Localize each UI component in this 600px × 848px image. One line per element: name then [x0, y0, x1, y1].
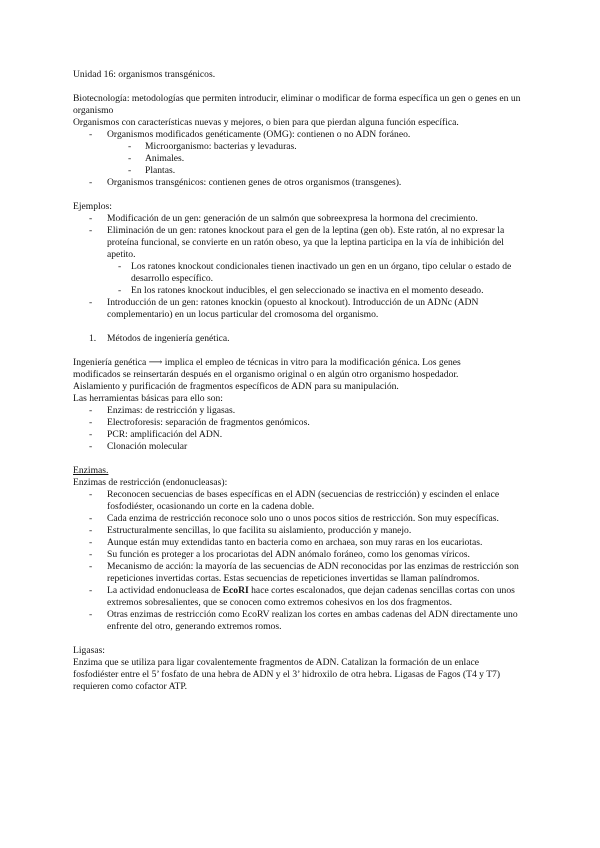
omg-sub-item: - Animales.: [128, 153, 185, 164]
enzymes-heading: Enzimas.: [73, 465, 109, 476]
omg-item: - Organismos modificados genéticamente (OMG): contienen o no ADN foráneo.: [89, 129, 411, 140]
ligases-text: requieren como cofactor ATP.: [73, 681, 188, 692]
enzyme-item: - Reconocen secuencias de bases específicas en el ADN (secuencias de restricción) y escinden el enlace fosfodiéster, ocasionando un corte en la cadena doble.: [89, 489, 500, 512]
enzyme-item: - Mecanismo de acción: la mayoría de las secuencias de ADN reconocidas por las enzimas de restricción son repeticiones invertidas cortas. Estas secuencias de repeticiones invertidas se llaman palíndromos.: [89, 561, 519, 584]
omg-sub-item: - Microorganismo: bacterias y levaduras.: [128, 141, 297, 152]
example-item: - Modificación de un gen: generación de un salmón que sobreexpresa la hormona del crecimiento.: [89, 213, 478, 224]
knockout-sub-item: - Los ratones knockout condicionales tienen inactivado un gen en un órgano, tipo celular o estado de desarrollo específico.: [118, 261, 512, 284]
enzyme-item: - Su función es proteger a los procariotas del ADN anómalo foráneo, como los genomas víricos.: [89, 549, 470, 560]
genetic-engineering-text: Aislamiento y purificación de fragmentos específicos de ADN para su manipulación.: [73, 381, 399, 392]
restriction-enzymes-subheading: Enzimas de restricción (endonucleasas):: [73, 477, 228, 488]
document-body: [73, 69, 533, 693]
unit-title: Unidad 16: organismos transgénicos.: [73, 69, 216, 80]
genetic-engineering-text: modificados se reinsertarán después en el organismo original o en algún otro organismo hospedador.: [73, 369, 459, 380]
transgenic-item: - Organismos transgénicos: contienen genes de otros organismos (transgenes).: [89, 177, 402, 188]
omg-sub-item: - Plantas.: [128, 165, 176, 176]
ligases-text: fosfodiéster entre el 5’ fosfato de una hebra de ADN y el 3’ hidroxilo de otra hebra. Ligasas de Fagos (T4 y T7): [73, 669, 501, 680]
example-item: - Introducción de un gen: ratones knockin (opuesto al knockout). Introducción de un ADNc (ADN complementario) en un locus particular del cromosoma del organismo.: [89, 297, 479, 320]
tool-item: - Enzimas: de restricción y ligasas.: [89, 405, 236, 416]
section-methods: 1. Métodos de ingeniería genética.: [89, 333, 230, 344]
tool-item: - Clonación molecular: [89, 441, 188, 452]
tool-item: - Electroforesis: separación de fragmentos genómicos.: [89, 417, 310, 428]
biotech-definition: Biotecnología: metodologías que permiten introducir, eliminar o modificar de forma específica un gen o genes en un organismo: [73, 93, 521, 116]
enzyme-item-ecorv: - Otras enzimas de restricción como EcoRV realizan los cortes en ambas cadenas del ADN directamente uno enfrente del otro, generando extremos romos.: [89, 609, 518, 632]
knockout-sub-item: - En los ratones knockout inducibles, el gen seleccionado se inactiva en el momento deseado.: [118, 285, 484, 296]
enzyme-item-ecori: - La actividad endonucleasa de EcoRI hace cortes escalonados, que dejan cadenas sencillas cortas con unos extremos sobresalientes, que se conocen como extremos cohesivos en los dos fragmentos.: [89, 585, 515, 608]
examples-heading: Ejemplos:: [73, 201, 112, 212]
tool-item: - PCR: amplificación del ADN.: [89, 429, 223, 440]
example-item: - Eliminación de un gen: ratones knockout para el gen de la leptina (gen ob). Este ratón, al no expresar la proteína funcional, se convierte en un ratón obeso, ya que la leptina participa en la vía de inhibición del apetito.: [89, 225, 505, 260]
enzyme-item: - Aunque están muy extendidas tanto en bacteria como en archaea, son muy raras en los eucariotas.: [89, 537, 483, 548]
enzyme-item: - Cada enzima de restricción reconoce solo uno o unos pocos sitios de restricción. Son muy específicas.: [89, 513, 499, 524]
biotech-organisms: Organismos con características nuevas y mejores, o bien para que pierdan alguna función específica.: [73, 117, 459, 128]
enzyme-item: - Estructuralmente sencillas, lo que facilita su aislamiento, producción y manejo.: [89, 525, 412, 536]
ligases-heading: Ligasas:: [73, 645, 105, 656]
genetic-engineering-text: Las herramientas básicas para ello son:: [73, 393, 223, 404]
ligases-text: Enzima que se utiliza para ligar covalentemente fragmentos de ADN. Catalizan la formación de un enlace: [73, 657, 479, 668]
genetic-engineering-text: Ingeniería genética ⟶ implica el empleo de técnicas in vitro para la modificación génica. Los genes: [73, 357, 461, 368]
